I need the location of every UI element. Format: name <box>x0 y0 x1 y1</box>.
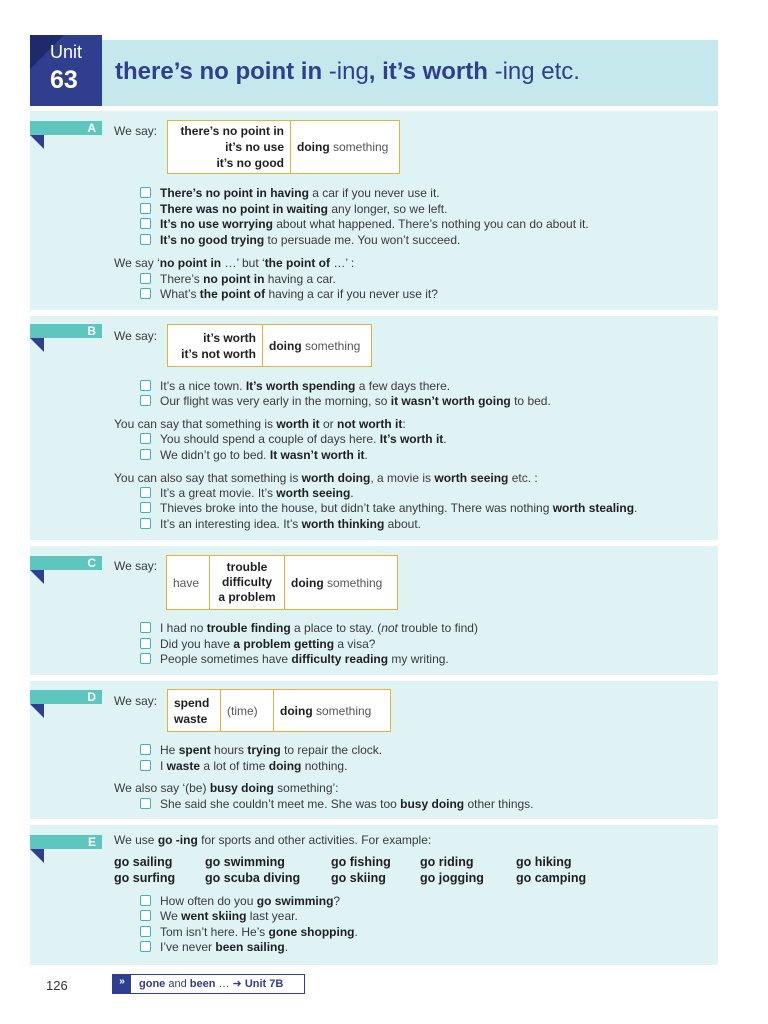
bullet-icon <box>140 502 151 513</box>
example-line: It’s a nice town. It’s worth spending a few days there. <box>140 378 450 394</box>
example-line: It’s an interesting idea. It’s worth thinking about. <box>140 516 421 532</box>
section-e-tab: E <box>30 835 102 849</box>
bullet-icon <box>140 234 151 245</box>
pattern-text: doing <box>297 140 330 154</box>
bullet-icon <box>140 760 151 771</box>
bullet-icon <box>140 744 151 755</box>
example-line: What’s the point of having a car if you never use it? <box>140 286 438 302</box>
note-line: You can say that something is worth it or not worth it: <box>114 417 406 431</box>
example-line: I waste a lot of time doing nothing. <box>140 758 347 774</box>
we-say-label: We say: <box>114 694 158 708</box>
section-c-tab: C <box>30 556 102 570</box>
bullet-icon <box>140 622 151 633</box>
bullet-icon <box>140 433 151 444</box>
pattern-text: there’s no point in <box>180 124 284 138</box>
pattern-text: doing <box>291 575 324 590</box>
bullet-icon <box>140 203 151 214</box>
example-line: It’s no use worrying about what happened. There’s nothing you can do about it. <box>140 216 589 232</box>
example-line: We didn’t go to bed. It wasn’t worth it. <box>140 447 368 463</box>
example-line: There’s no point in having a car. <box>140 271 336 287</box>
example-line: Did you have a problem getting a visa? <box>140 636 375 652</box>
note-line: We say ‘no point in …’ but ‘the point of …’ : <box>114 256 355 270</box>
example-line: People sometimes have difficulty reading my writing. <box>140 651 449 667</box>
go-activity: go camping <box>516 871 587 885</box>
example-line: Our flight was very early in the morning, so it wasn’t worth going to bed. <box>140 393 551 409</box>
pattern-text: doing <box>269 338 302 353</box>
go-activity: go hiking <box>516 855 572 869</box>
bullet-icon <box>140 218 151 229</box>
example-line: I had no trouble finding a place to stay. (not trouble to find) <box>140 620 478 636</box>
example-line: He spent hours trying to repair the clock. <box>140 742 382 758</box>
pattern-text: waste <box>174 711 208 726</box>
bullet-icon <box>140 895 151 906</box>
pattern-text: it’s not worth <box>181 346 256 361</box>
pattern-text: (time) <box>221 690 274 732</box>
section-d-tab: D <box>30 690 102 704</box>
double-chevron-icon: » <box>113 975 131 993</box>
bullet-icon <box>140 638 151 649</box>
example-line: It’s no good trying to persuade me. You won’t succeed. <box>140 232 460 248</box>
go-activity: go skiing <box>331 871 386 885</box>
note-line: We also say ‘(be) busy doing something’: <box>114 781 339 795</box>
note-line: You can also say that something is worth doing, a movie is worth seeing etc. : <box>114 471 538 485</box>
bullet-icon <box>140 395 151 406</box>
pattern-text: difficulty <box>222 575 272 589</box>
pattern-box-b <box>167 324 372 367</box>
cross-reference-link[interactable] <box>112 974 305 994</box>
example-line: There was no point in waiting any longer, so we left. <box>140 201 447 217</box>
example-line: Thieves broke into the house, but didn’t take anything. There was nothing worth stealing. <box>140 500 637 516</box>
example-line: How often do you go swimming? <box>140 893 340 909</box>
go-activity: go jogging <box>420 871 484 885</box>
bullet-icon <box>140 380 151 391</box>
we-say-label: We say: <box>114 124 158 138</box>
example-line: I’ve never been sailing. <box>140 939 288 955</box>
section-a-tab-corner <box>30 135 44 149</box>
note-line: We use go -ing for sports and other activities. For example: <box>114 833 432 847</box>
section-e-tab-corner <box>30 849 44 863</box>
cross-reference-text: gone and been … ➜ Unit 7B <box>139 978 284 990</box>
bullet-icon <box>140 941 151 952</box>
bullet-icon <box>140 288 151 299</box>
page-number: 126 <box>46 978 68 993</box>
pattern-text: something <box>312 703 372 718</box>
go-activity: go swimming <box>205 855 285 869</box>
go-activity: go surfing <box>114 871 176 885</box>
section-c-tab-corner <box>30 570 44 584</box>
bullet-icon <box>140 187 151 198</box>
pattern-text: a problem <box>218 590 276 604</box>
pattern-box-d <box>167 689 391 732</box>
pattern-text: something <box>301 338 361 353</box>
pattern-text: have <box>173 575 200 590</box>
example-line: We went skiing last year. <box>140 908 298 924</box>
bullet-icon <box>140 487 151 498</box>
go-activity: go riding <box>420 855 474 869</box>
section-b-tab: B <box>30 324 102 338</box>
example-line: You should spend a couple of days here. It’s worth it. <box>140 431 447 447</box>
example-line: She said she couldn’t meet me. She was too busy doing other things. <box>140 796 534 812</box>
section-b-tab-corner <box>30 338 44 352</box>
page-title: there’s no point in -ing, it’s worth -ing etc. <box>115 58 580 85</box>
go-activity: go scuba diving <box>205 871 301 885</box>
pattern-text: something <box>323 575 383 590</box>
bullet-icon <box>140 910 151 921</box>
we-say-label: We say: <box>114 559 158 573</box>
example-line: Tom isn’t here. He’s gone shopping. <box>140 924 358 940</box>
section-d-tab-corner <box>30 704 44 718</box>
go-activity: go sailing <box>114 855 173 869</box>
example-line: It’s a great movie. It’s worth seeing. <box>140 485 354 501</box>
bullet-icon <box>140 653 151 664</box>
pattern-text: trouble <box>226 560 268 574</box>
pattern-text: doing <box>280 703 313 718</box>
example-line: There’s no point in having a car if you never use it. <box>140 185 440 201</box>
unit-badge <box>30 35 102 106</box>
unit-number: 63 <box>50 66 78 94</box>
pattern-text: spend <box>174 695 210 710</box>
pattern-text: it’s no good <box>216 156 284 170</box>
go-activity: go fishing <box>331 855 391 869</box>
section-a-tab: A <box>30 121 102 135</box>
bullet-icon <box>140 518 151 529</box>
bullet-icon <box>140 449 151 460</box>
bullet-icon <box>140 798 151 809</box>
pattern-text: something <box>329 140 389 154</box>
bullet-icon <box>140 926 151 937</box>
pattern-box-c <box>166 555 398 610</box>
pattern-text: it’s no use <box>225 140 284 154</box>
unit-label: Unit <box>50 42 83 62</box>
pattern-box-a <box>167 120 400 174</box>
pattern-text: it’s worth <box>203 330 256 345</box>
we-say-label: We say: <box>114 329 158 343</box>
bullet-icon <box>140 273 151 284</box>
